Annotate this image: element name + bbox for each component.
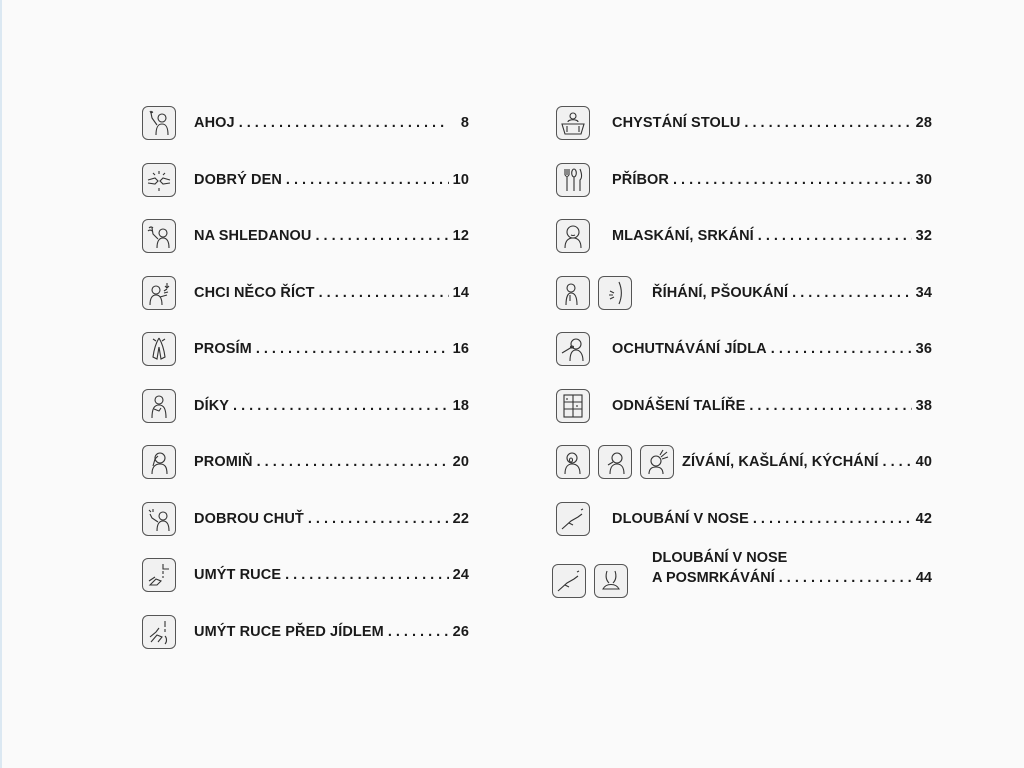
toc-label: MLASKÁNÍ, SRKÁNÍ [612, 228, 754, 244]
leader-dots [252, 341, 449, 357]
toc-page: 26 [452, 623, 469, 640]
farting-icon [598, 276, 632, 310]
toc-label: NA SHLEDANOU [194, 228, 312, 244]
toc-label: AHOJ [194, 115, 235, 131]
toc-page: 10 [452, 171, 469, 188]
nose-blowing-icon [594, 564, 628, 598]
toc-entry[interactable] [142, 387, 472, 425]
toc-page: 38 [915, 397, 932, 414]
leader-dots [740, 115, 912, 131]
leader-dots [749, 511, 912, 527]
leader-dots [311, 228, 449, 244]
toc-page: 18 [452, 397, 469, 414]
leader-dots [282, 172, 449, 188]
setting-table-icon [556, 106, 590, 140]
leader-dots [767, 341, 912, 357]
leader-dots [788, 285, 912, 301]
toc-label: UMÝT RUCE PŘED JÍDLEM [194, 623, 384, 640]
toc-entry[interactable] [556, 274, 936, 312]
toc-entry[interactable] [556, 550, 936, 606]
waving-hand-icon [142, 106, 176, 140]
leader-dots [745, 398, 912, 414]
toc-label: ODNÁŠENÍ TALÍŘE [612, 397, 746, 414]
toc-entry[interactable] [142, 556, 472, 594]
leader-dots [235, 115, 449, 131]
leader-dots [281, 567, 449, 583]
toc-entry[interactable] [142, 500, 472, 538]
toc-entry[interactable] [556, 217, 936, 255]
cutlery-icon [556, 163, 590, 197]
goodbye-wave-icon [142, 219, 176, 253]
leader-dots [384, 624, 449, 640]
toc-label: PROMIŇ [194, 454, 253, 470]
toc-entry[interactable] [556, 500, 936, 538]
sorry-hand-to-face-icon [142, 445, 176, 479]
clearing-plate-icon [556, 389, 590, 423]
toc-label: DOBROU CHUŤ [194, 510, 304, 527]
wash-hands-before-meal-icon [142, 615, 176, 649]
leader-dots [229, 398, 449, 414]
toc-label-line2: A POSMRKÁVÁNÍ [652, 570, 775, 586]
toc-entry[interactable] [556, 443, 936, 481]
burping-icon [556, 276, 590, 310]
enjoy-meal-icon [142, 502, 176, 536]
yawning-icon [556, 445, 590, 479]
toc-page: 44 [915, 570, 932, 586]
leader-dots [315, 285, 449, 301]
toc-label: UMÝT RUCE [194, 567, 282, 583]
toc-label: DOBRÝ DEN [194, 171, 282, 188]
praying-hands-icon [142, 332, 176, 366]
thanks-hand-on-chest-icon [142, 389, 176, 423]
toc-right-column [556, 104, 936, 625]
toc-label-line1: DLOUBÁNÍ V NOSE [652, 550, 788, 566]
toc-left-column [142, 104, 472, 669]
toc-page: 12 [452, 228, 469, 244]
toc-entry[interactable] [142, 161, 472, 199]
nose-picking-icon [552, 564, 586, 598]
toc-label: CHYSTÁNÍ STOLU [612, 115, 741, 131]
sneezing-icon [640, 445, 674, 479]
toc-label: OCHUTNÁVÁNÍ JÍDLA [612, 341, 767, 357]
toc-page: 16 [452, 341, 469, 357]
toc-label: PŘÍBOR [612, 171, 669, 188]
toc-page: 20 [452, 454, 469, 470]
toc-entry[interactable] [556, 104, 936, 142]
toc-entry[interactable] [142, 217, 472, 255]
toc-entry[interactable] [556, 330, 936, 368]
leader-dots [669, 172, 912, 188]
toc-page: 14 [452, 284, 469, 301]
want-to-say-icon [142, 276, 176, 310]
toc-entry[interactable] [556, 387, 936, 425]
toc-page: 32 [915, 228, 932, 244]
toc-entry[interactable] [142, 104, 472, 142]
nose-picking-icon [556, 502, 590, 536]
toc-entry[interactable] [142, 443, 472, 481]
toc-page: 24 [452, 567, 469, 583]
toc-page: 22 [452, 510, 469, 527]
leader-dots [253, 454, 449, 470]
toc-page: 36 [915, 341, 932, 357]
leader-dots [879, 454, 912, 470]
toc-entry[interactable] [556, 161, 936, 199]
toc-label: PROSÍM [194, 341, 252, 357]
leader-dots [304, 511, 449, 527]
coughing-icon [598, 445, 632, 479]
page-edge [0, 0, 2, 768]
toc-page: 40 [915, 454, 932, 470]
wash-hands-icon [142, 558, 176, 592]
toc-page: 42 [915, 510, 932, 527]
greeting-hands-icon [142, 163, 176, 197]
toc-label: ŘÍHÁNÍ, PŠOUKÁNÍ [652, 284, 789, 301]
toc-label: CHCI NĚCO ŘÍCT [194, 284, 315, 301]
toc-label: ZÍVÁNÍ, KAŠLÁNÍ, KÝCHÁNÍ [682, 454, 879, 470]
leader-dots [775, 570, 912, 586]
toc-label: DLOUBÁNÍ V NOSE [612, 510, 749, 527]
smacking-lips-icon [556, 219, 590, 253]
toc-page: 30 [915, 171, 932, 188]
toc-page: 28 [915, 115, 932, 131]
toc-page: 8 [460, 115, 469, 131]
toc-entry[interactable] [142, 330, 472, 368]
leader-dots [754, 228, 912, 244]
toc-label: DÍKY [194, 397, 230, 414]
toc-entry[interactable] [142, 613, 472, 651]
toc-page: 34 [915, 284, 932, 301]
toc-entry[interactable] [142, 274, 472, 312]
tasting-food-icon [556, 332, 590, 366]
